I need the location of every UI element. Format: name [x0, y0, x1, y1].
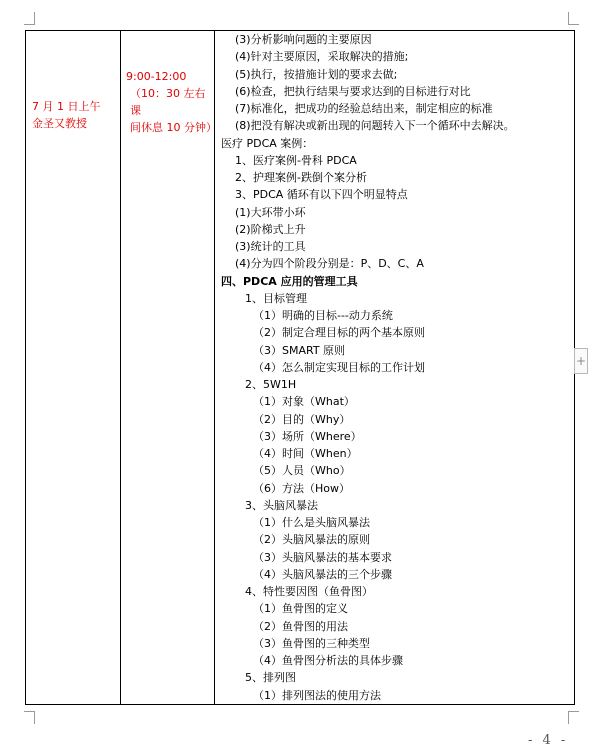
content-line: （3）头脑风暴法的基本要求	[253, 550, 392, 564]
content-line: 医疗 PDCA 案例：	[221, 136, 314, 150]
content-line: 3、PDCA 循环有以下四个明显特点	[235, 188, 408, 202]
table-row	[26, 31, 575, 705]
content-line: 3、头脑风暴法	[245, 498, 318, 512]
course-content-cell[interactable]	[215, 31, 575, 705]
crop-mark-top-right	[568, 12, 579, 25]
content-line: （3）鱼骨图的三种类型	[253, 636, 370, 650]
schedule-table	[25, 30, 575, 705]
content-line: (4)针对主要原因，采取解决的措施;	[235, 50, 409, 64]
crop-mark-bottom-left	[24, 711, 35, 724]
content-line: 4、特性要因图（鱼骨图）	[245, 585, 373, 598]
content-line: （4）鱼骨图分析法的具体步骤	[253, 654, 403, 667]
content-line: (3)统计的工具	[235, 240, 306, 253]
content-line: （1）对象（What）	[253, 395, 355, 409]
content-line: （2）头脑风暴法的原则	[253, 533, 370, 547]
time-cell[interactable]	[121, 31, 215, 705]
content-line: （2）制定合理目标的两个基本原则	[253, 326, 425, 340]
content-line: （6）方法（How）	[253, 481, 350, 495]
content-line: (8)把没有解决或新出现的问题转入下一个循环中去解决。	[235, 119, 515, 133]
content-lines	[215, 31, 574, 704]
content-line: （1）明确的目标---动力系统	[253, 309, 393, 322]
content-line: (4)分为四个阶段分别是：P、D、C、A	[235, 257, 424, 271]
content-line: 1、目标管理	[245, 291, 307, 305]
content-line: （2）目的（Why）	[253, 412, 351, 426]
content-line: 5、排列图	[245, 671, 296, 685]
content-line: (7)标准化，把成功的经验总结出来，制定相应的标准	[235, 102, 493, 115]
content-line: （2）鱼骨图的用法	[253, 619, 348, 633]
lecturer-text: 金圣又教授	[32, 117, 87, 130]
time-range-text: 9:00-12:00	[126, 70, 187, 83]
content-line: （1）排列图法的使用方法	[253, 688, 381, 702]
content-line: （4）时间（When）	[253, 447, 358, 460]
content-line: (6)检查，把执行结果与要求达到的目标进行对比	[235, 84, 471, 98]
content-line: （1）什么是头脑风暴法	[253, 516, 370, 529]
crop-mark-bottom-right	[568, 711, 579, 724]
content-line: 2、5W1H	[245, 378, 297, 391]
add-row-button[interactable]: +	[574, 348, 588, 374]
page-number: - 4 -	[528, 733, 569, 748]
break-note-line1: （10：30 左右课	[130, 87, 206, 117]
content-line: (3)分析影响问题的主要原因	[235, 33, 372, 46]
content-line: （1）鱼骨图的定义	[253, 602, 348, 616]
content-line: （3）场所（Where）	[253, 429, 362, 443]
content-line: 2、护理案例-跌倒个案分析	[235, 171, 367, 184]
content-line: (1)大环带小环	[235, 205, 306, 219]
content-line: 1、医疗案例-骨科 PDCA	[235, 153, 357, 167]
content-line: （4）怎么制定实现目标的工作计划	[253, 360, 425, 374]
content-line: (2)阶梯式上升	[235, 222, 306, 236]
break-note-line2: 间休息 10 分钟）	[130, 121, 217, 134]
crop-mark-top-left	[24, 12, 35, 25]
date-text: 7 月 1 日上午	[32, 100, 101, 113]
date-lecturer-cell[interactable]	[26, 31, 121, 705]
content-line: （4）头脑风暴法的三个步骤	[253, 567, 392, 581]
content-line: （5）人员（Who）	[253, 464, 351, 478]
section-heading: 四、PDCA 应用的管理工具	[221, 274, 358, 288]
content-line: （3）SMART 原则	[253, 343, 346, 357]
content-line: (5)执行，按措施计划的要求去做;	[235, 67, 398, 81]
